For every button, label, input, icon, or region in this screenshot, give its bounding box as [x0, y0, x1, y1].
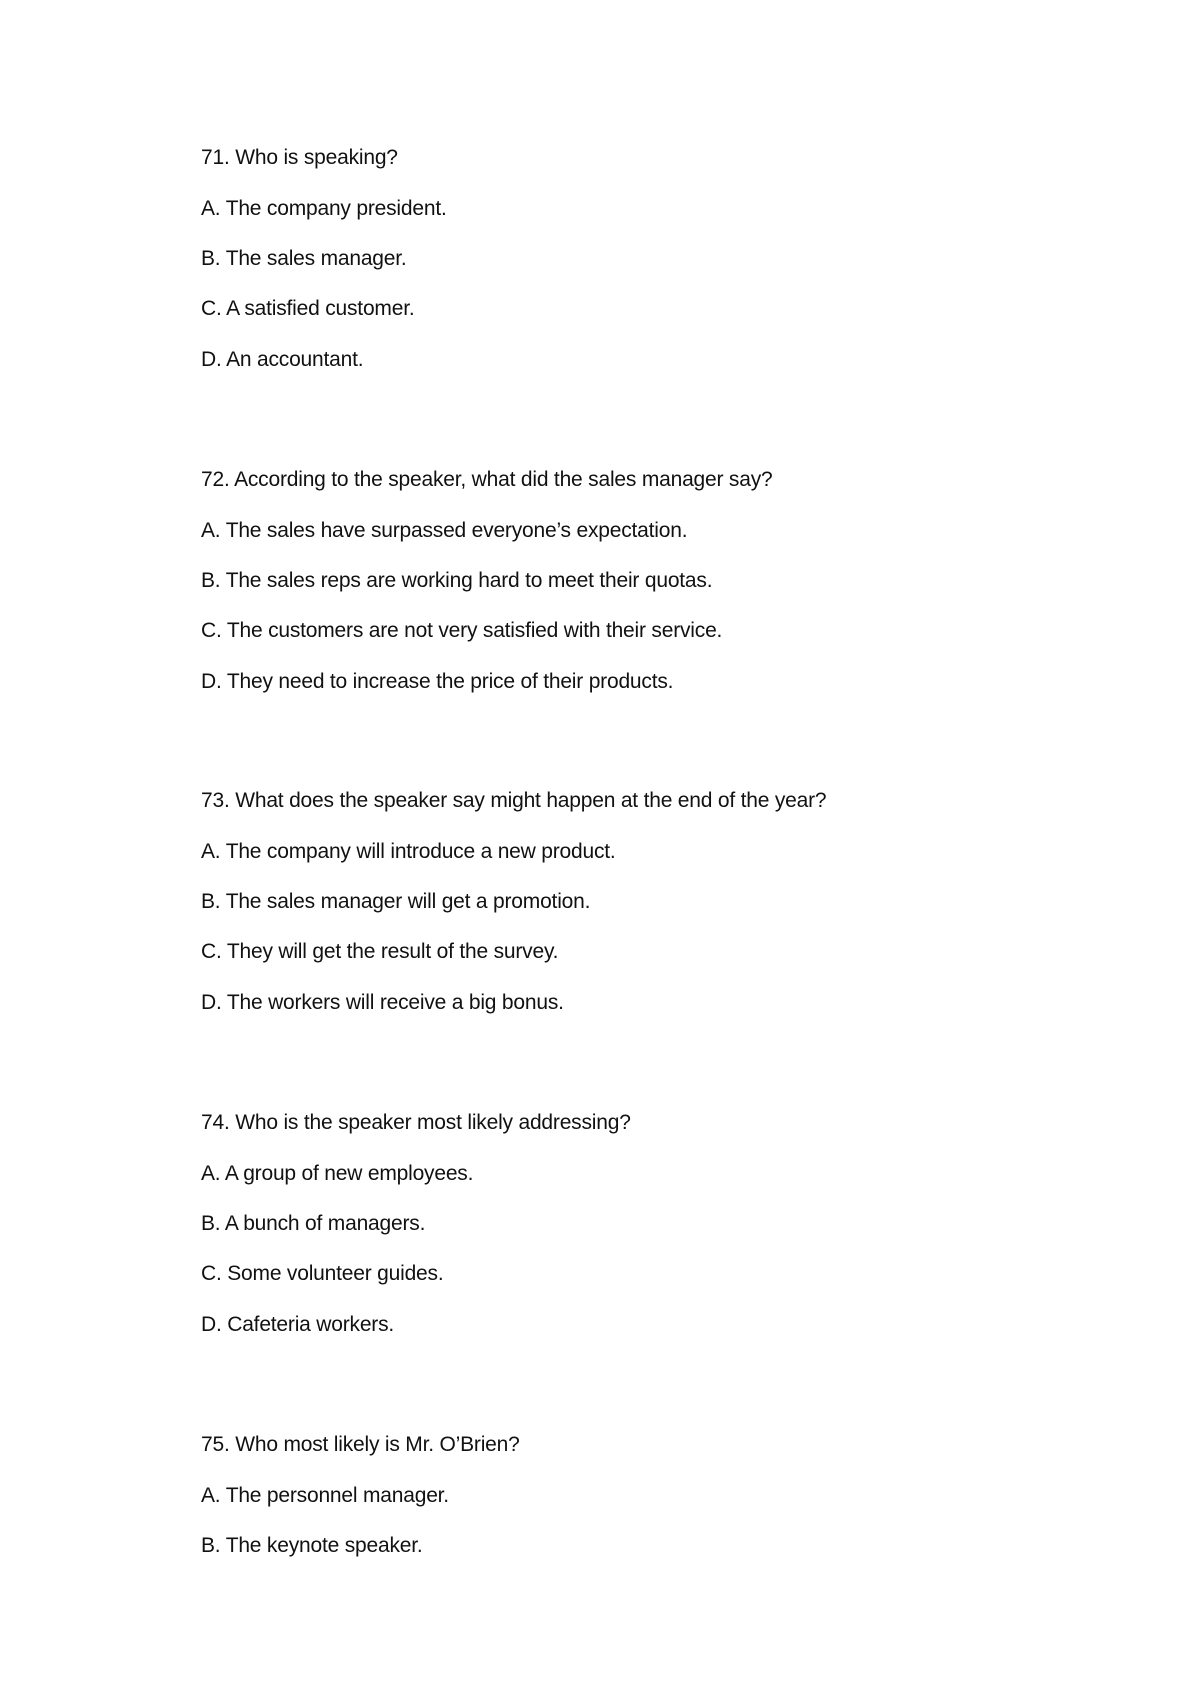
- answer-option-b: B. The sales manager.: [201, 247, 407, 270]
- answer-option-b: B. A bunch of managers.: [201, 1212, 426, 1235]
- question-prompt: 71. Who is speaking?: [201, 146, 398, 169]
- question-prompt: 74. Who is the speaker most likely addressing?: [201, 1111, 631, 1134]
- answer-option-c: C. Some volunteer guides.: [201, 1262, 444, 1285]
- answer-option-a: A. A group of new employees.: [201, 1162, 474, 1185]
- question-prompt: 73. What does the speaker say might happen at the end of the year?: [201, 789, 827, 812]
- answer-option-b: B. The keynote speaker.: [201, 1534, 423, 1557]
- answer-option-a: A. The company will introduce a new product.: [201, 840, 616, 863]
- answer-option-a: A. The company president.: [201, 197, 447, 220]
- answer-option-c: C. A satisfied customer.: [201, 297, 415, 320]
- answer-option-b: B. The sales manager will get a promotion.: [201, 890, 591, 913]
- answer-option-d: D. Cafeteria workers.: [201, 1313, 395, 1336]
- answer-option-b: B. The sales reps are working hard to meet their quotas.: [201, 569, 713, 592]
- answer-option-c: C. The customers are not very satisfied with their service.: [201, 619, 723, 642]
- answer-option-d: D. The workers will receive a big bonus.: [201, 991, 564, 1014]
- answer-option-a: A. The personnel manager.: [201, 1484, 449, 1507]
- question-prompt: 72. According to the speaker, what did the sales manager say?: [201, 468, 773, 491]
- answer-option-d: D. An accountant.: [201, 348, 364, 371]
- question-prompt: 75. Who most likely is Mr. O’Brien?: [201, 1433, 520, 1456]
- answer-option-a: A. The sales have surpassed everyone’s expectation.: [201, 519, 688, 542]
- answer-option-d: D. They need to increase the price of their products.: [201, 670, 674, 693]
- answer-option-c: C. They will get the result of the survey.: [201, 940, 559, 963]
